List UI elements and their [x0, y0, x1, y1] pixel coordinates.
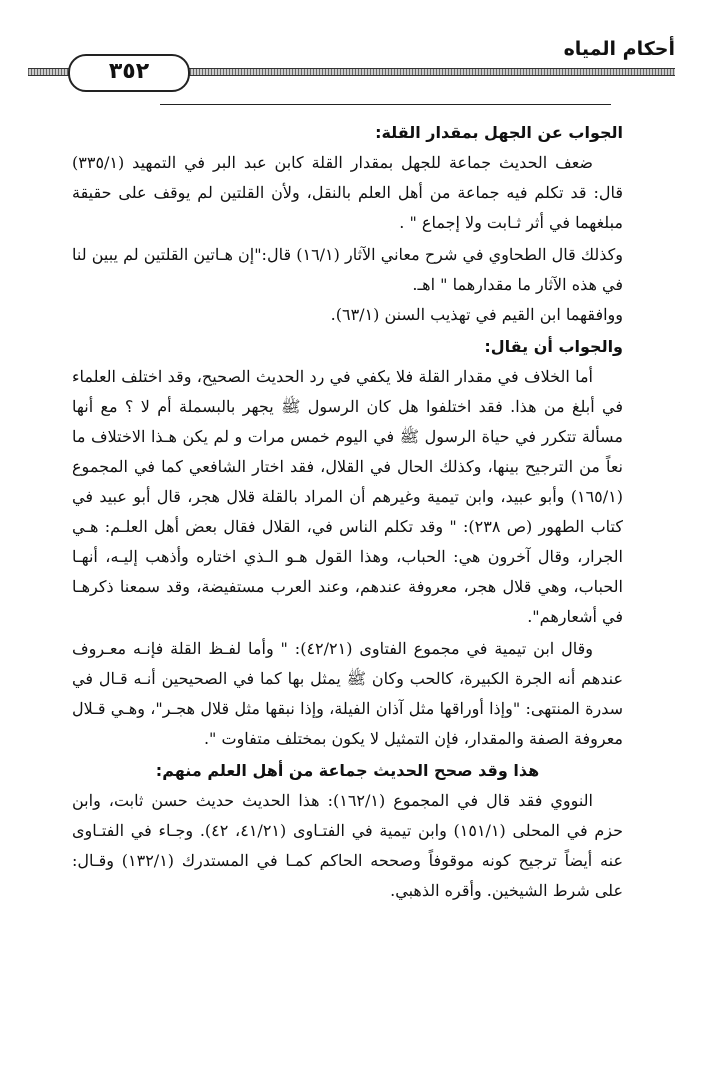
section-heading-answer: والجواب أن يقال:	[484, 337, 623, 356]
paragraph-ibn-abd-al-barr: ضعف الحديث جماعة للجهل بمقدار القلة كابن عبد البر في التمهيد (٣٣٥/١) قال: قد تكلم فيه جماعة من أهل العلم بالنقل، ولأن القلتين لم يوقف على حقيقة مبلغهما في أثر ثـابت ولا إجماع " .	[72, 153, 623, 232]
section-heading-authenticators: هذا وقد صحح الحديث جماعة من أهل العلم منهم:	[155, 761, 540, 780]
page-header	[28, 38, 675, 84]
paragraph-tahawi: وكذلك قال الطحاوي في شرح معاني الآثار (١٦/١) قال:"إن هـاتين القلتين لم يبين لنا في هذه الآثار ما مقدارهما " اهـ.	[72, 245, 624, 294]
page-content	[72, 116, 623, 906]
paragraph-ibn-taymiyyah: وقال ابن تيمية في مجموع الفتاوى (٤٢/٢١): " وأما لفـظ القلة فإنـه معـروف عندهم أنه الجرة الكبيرة، كالحب وكان ﷺ يمثل بها كما في الصحيحين أنـه قـال في سدرة المنتهى: "وإذا أوراقها مثل آذان الفيلة، وإذا نبقها مثل قلال هجـر"، وهـي قـلال معروفة الصفة والمقدار، فإن التمثيل لا يكون بمختلف متفاوت ".	[72, 639, 623, 748]
paragraph-ibn-al-qayyim: ووافقهما ابن القيم في تهذيب السنن (٦٣/١).	[330, 305, 623, 324]
book-title: أحكام المياه	[563, 38, 675, 60]
paragraph-nawawi-and-others: النووي فقد قال في المجموع (١٦٢/١): هذا الحديث حديث حسن ثابت، وابن حزم في المحلى (١٥١/١) وابن تيمية في الفتـاوى (٤١/٢١، ٤٢). وجـاء في الفتـاوى عنه أيضاً ترجيح كونه موقوفاً وصححه الحاكم كمـا في المستدرك (١٣٢/١) وقـال: على شرط الشيخين. وأقره الذهبي.	[72, 791, 624, 900]
paragraph-disagreement-on-qulla: أما الخلاف في مقدار القلة فلا يكفي في رد الحديث الصحيح، وقد اختلف العلماء في أبلغ من هذا. فقد اختلفوا هل كان الرسول ﷺ يجهر بالبسملة أم لا ؟ مع أنها مسألة تتكرر في حياة الرسول ﷺ في اليوم خمس مرات و لم يكن هـذا الاختلاف ما نعاً من الترجيح بينها، وكذلك الحال في القلال، فقد اختار الشافعي كما في المجموع (١٦٥/١) وأبو عبيد، وابن تيمية وغيرهم أن المراد بالقلة قلال هجر، قال أبو عبيد في كتاب الطهور (ص ٢٣٨): " وقد تكلم الناس في، القلال فقال بعض أهل العلـم: هـي الجرار، وقال آخرون هي: الحباب، وهذا القول هـو الـذي اختاره وأذهب إليـه، أنهـا الحباب، وهي قلال هجر، معروفة عندهم، وعند العرب مستفيضة، وقد سمعنا ذكرهـا في أشعارهم".	[72, 367, 623, 626]
section-heading-ignorance-of-qulla: الجواب عن الجهل بمقدار القلة:	[375, 123, 623, 142]
page-number: ٣٥٢	[68, 54, 190, 92]
content-top-rule	[160, 104, 611, 105]
